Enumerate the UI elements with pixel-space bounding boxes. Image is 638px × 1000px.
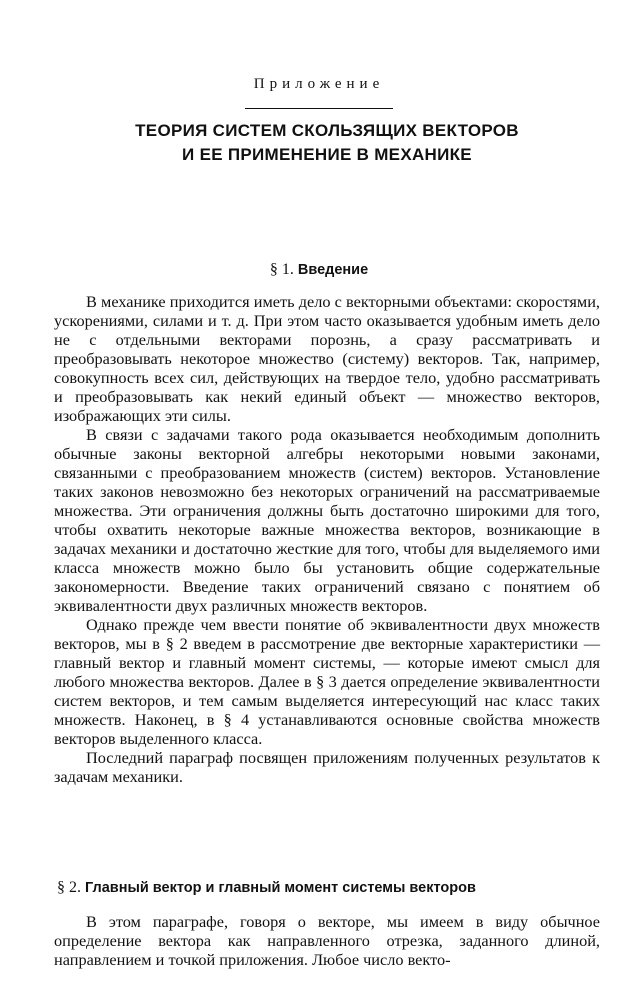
paragraph: В связи с задачами такого рода оказывается необходимым дополнить обычные законы векторной алгебры некоторыми новыми законами, связанными с преобразованием множеств (систем) векторов. Установление таких законов невозможно без некоторых ограничений на рассматриваемые множества. Эти ограничения должны быть достаточно широкими для того, чтобы охватить некоторые важные множества векторов, возникающие в задачах механики и достаточно жесткие для того, чтобы для выделяемого ими класса множеств можно было бы установить общие содержательные закономерности. Введение таких ограничений связано с понятием об эквивалентности двух различных множеств векторов. (54, 425, 600, 615)
section-2-body (54, 912, 600, 969)
section-1-number: § 1. (269, 261, 294, 278)
section-1-heading (0, 261, 638, 279)
title-rule (245, 108, 393, 109)
paragraph: В этом параграфе, говоря о векторе, мы имеем в виду обычное определение вектора как направленного отрезка, заданного длиной, направлением и точкой приложения. Любое число векто- (54, 912, 600, 969)
appendix-title-line-1: ТЕОРИЯ СИСТЕМ СКОЛЬЗЯЩИХ ВЕКТОРОВ (135, 121, 519, 140)
appendix-title-line-2: И ЕЕ ПРИМЕНЕНИЕ В МЕХАНИКЕ (182, 145, 472, 164)
paragraph: В механике приходится иметь дело с векторными объектами: скоростями, ускорениями, силами и т. д. При этом часто оказывается удобным иметь дело не с отдельными векторами порознь, а сразу рассматривать и преобразовывать некоторое множество (систему) векторов. Так, например, совокупность всех сил, действующих на твердое тело, удобно рассматривать и преобразовывать как некий единый объект — множество векторов, изображающих эти силы. (54, 292, 600, 425)
appendix-title (54, 119, 600, 167)
section-2-title: Главный вектор и главный момент системы векторов (85, 880, 476, 896)
paragraph: Последний параграф посвящен приложениям полученных результатов к задачам механики. (54, 748, 600, 786)
paragraph: Однако прежде чем ввести понятие об эквивалентности двух множеств векторов, мы в § 2 введем в рассмотрение две векторные характеристики — главный вектор и главный момент системы, — которые имеют смысл для любого множества векторов. Далее в § 3 дается определение эквивалентности систем векторов, и тем самым выделяется интересующий нас класс таких множеств. Наконец, в § 4 устанавливаются основные свойства множеств векторов выделенного класса. (54, 615, 600, 748)
appendix-label: Приложение (253, 76, 385, 92)
section-2-number: § 2. (57, 879, 81, 896)
section-1-title: Введение (297, 262, 369, 278)
section-1-body (54, 292, 600, 786)
section-2-heading (57, 879, 476, 897)
